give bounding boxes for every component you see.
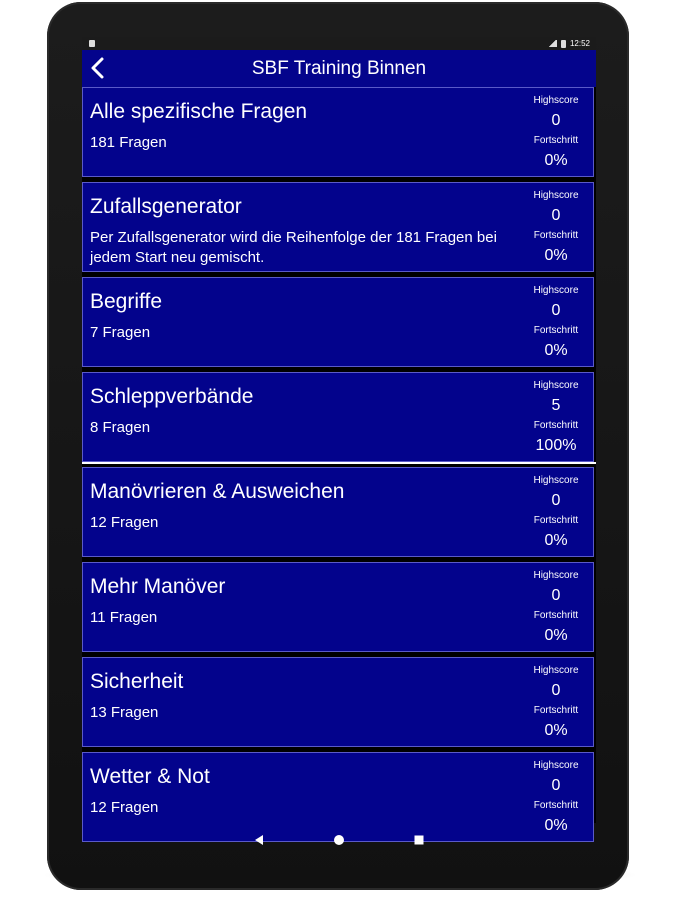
item-subtitle: 7 Fragen — [90, 324, 151, 341]
page-title: SBF Training Binnen — [251, 58, 427, 79]
progress-value: 0% — [544, 342, 568, 359]
item-title: Begriffe — [90, 290, 162, 313]
item-stats — [519, 468, 593, 556]
list-item[interactable] — [82, 372, 594, 462]
item-subtitle: Per Zufallsgenerator wird die Reihenfolge der 181 Fragen bei jedem Start neu gemischt. — [90, 229, 497, 266]
progress-label: Fortschritt — [533, 325, 579, 336]
list-item[interactable] — [82, 277, 594, 367]
item-stats — [519, 373, 593, 461]
item-title: Schleppverbände — [90, 385, 254, 408]
progress-label: Fortschritt — [533, 135, 579, 146]
item-subtitle: 12 Fragen — [90, 514, 159, 531]
nav-back-button[interactable] — [249, 830, 269, 850]
item-subtitle: 11 Fragen — [90, 609, 158, 626]
highscore-value: 0 — [551, 112, 561, 129]
highscore-value: 0 — [551, 302, 561, 319]
progress-value: 100% — [535, 437, 577, 454]
status-time: 12:52 — [569, 39, 590, 48]
item-title: Sicherheit — [90, 670, 184, 693]
highscore-label: Highscore — [533, 570, 579, 581]
list-item[interactable] — [82, 87, 594, 177]
item-title: Manövrieren & Ausweichen — [90, 480, 345, 503]
progress-value: 0% — [544, 152, 568, 169]
highscore-label: Highscore — [533, 285, 579, 296]
progress-label: Fortschritt — [533, 800, 579, 811]
progress-label: Fortschritt — [533, 515, 579, 526]
item-stats — [519, 183, 593, 271]
item-title: Wetter & Not — [90, 765, 210, 788]
progress-value: 0% — [544, 817, 568, 834]
item-title: Alle spezifische Fragen — [90, 100, 308, 123]
app-bar — [82, 50, 596, 87]
item-subtitle: 12 Fragen — [90, 799, 159, 816]
highscore-value: 0 — [551, 682, 561, 699]
signal-icon — [548, 40, 557, 47]
highscore-value: 0 — [551, 207, 561, 224]
highscore-label: Highscore — [533, 760, 579, 771]
progress-label: Fortschritt — [533, 705, 579, 716]
list-item[interactable] — [82, 467, 594, 557]
battery-icon — [561, 40, 566, 48]
progress-value: 0% — [544, 247, 568, 264]
highscore-value: 0 — [551, 492, 561, 509]
progress-label: Fortschritt — [533, 230, 579, 241]
list-item[interactable] — [82, 562, 594, 652]
divider — [82, 462, 596, 464]
nav-recents-button[interactable] — [409, 830, 429, 850]
item-stats — [519, 88, 593, 176]
progress-value: 0% — [544, 722, 568, 739]
progress-value: 0% — [544, 532, 568, 549]
highscore-label: Highscore — [533, 190, 579, 201]
item-subtitle: 8 Fragen — [90, 419, 151, 436]
highscore-label: Highscore — [533, 380, 579, 391]
list-item[interactable] — [82, 657, 594, 747]
highscore-value: 5 — [551, 397, 561, 414]
item-stats — [519, 658, 593, 746]
nav-recents-icon — [413, 834, 425, 846]
nav-back-icon — [253, 834, 265, 846]
item-stats — [519, 563, 593, 651]
progress-label: Fortschritt — [533, 610, 579, 621]
highscore-value: 0 — [551, 587, 561, 604]
item-stats — [519, 278, 593, 366]
item-subtitle: 13 Fragen — [90, 704, 159, 721]
highscore-label: Highscore — [533, 665, 579, 676]
progress-label: Fortschritt — [533, 420, 579, 431]
screen — [82, 37, 596, 834]
back-arrow-icon — [86, 55, 112, 81]
system-nav-bar — [82, 823, 596, 856]
notification-icon — [89, 40, 95, 47]
item-subtitle: 181 Fragen — [90, 134, 167, 151]
nav-home-icon — [333, 834, 345, 846]
highscore-label: Highscore — [533, 95, 579, 106]
item-title: Mehr Manöver — [90, 575, 226, 598]
item-title: Zufallsgenerator — [90, 195, 242, 218]
highscore-value: 0 — [551, 777, 561, 794]
highscore-label: Highscore — [533, 475, 579, 486]
list-item[interactable] — [82, 182, 594, 272]
nav-home-button[interactable] — [329, 830, 349, 850]
back-button[interactable] — [86, 55, 112, 81]
progress-value: 0% — [544, 627, 568, 644]
status-bar — [82, 37, 596, 50]
